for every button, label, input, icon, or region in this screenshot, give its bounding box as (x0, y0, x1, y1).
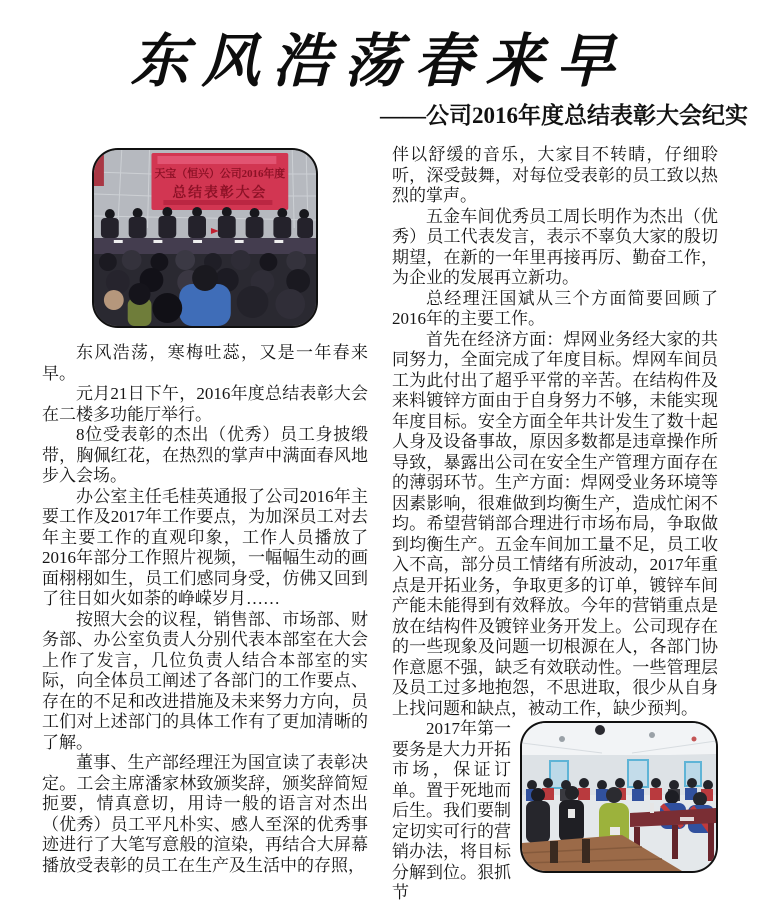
paragraph-right-4: 首先在经济方面：焊网业务经大家的共同努力，全面完成了年度目标。焊网车间员工为此付出了超乎平常的辛苦。在结构件及来料镀锌方面由于自身努力不够，未能实现年度目标。安全方面全年共计发生了数十起人身及设备事故，原因多数都是违章操作所导致，暴露出公司在安全生产管理方面存在的薄弱环节。生产方面：焊网受业务环境等因素影响，很难做到均衡生产，造成忙闲不均。希望营销部合理进行市场布局，争取做到均衡生产。五金车间加工量不足，员工收入不高，部分员工情绪有所波动，2017年重点是开拓业务，争取更多的订单，镀锌车间产能未能得到有效释放。今年的营销重点是放在结构件及镀锌业务开发上。公司现存在的一些现象及问题一切根源在人，各部门协作意愿不强，缺乏有效联动性。一些管理层及员工过多地抱怨，不思进取，很少从自身上找问题和缺点，被动工作，缺少预判。 (392, 329, 718, 718)
red-wall-sliver (94, 150, 104, 186)
audience-photo-bottom (520, 721, 718, 873)
paragraph-left-5: 按照大会的议程，销售部、市场部、财务部、办公室负责人分别代表本部室在大会上作了发言，几位负责人结合本部室的实际，向全体员工阐述了各部门的工作要点、存在的不足和改进措施及未来努力方向，员工们对上述部门的具体工作有了更加清晰的了解。 (42, 609, 368, 752)
paragraph-left-6: 董事、生产部经理汪为国宣读了表彰决定。工会主席潘家林致颁奖辞，颁奖辞简短扼要，情真意切，用诗一般的语言对杰出（优秀）员工平凡朴实、感人至深的优秀事迹进行了大笔写意般的渲染，再结合大屏幕播放受表彰的员工在生产及生活中的存照， (42, 753, 368, 875)
meeting-photo-top-illustration (94, 150, 316, 326)
article-title: 东风浩荡春来早 (130, 29, 628, 94)
paragraph-left-2: 元月21日下午，2016年度总结表彰大会在二楼多功能厅举行。 (42, 384, 368, 424)
bottom-section (392, 719, 718, 904)
paragraph-left-4: 办公室主任毛桂英通报了公司2016年主要工作及2017年工作要点，为加深员工对去年主要工作的直观印象，工作人员播放了2016年部分工作照片视频，一幅幅生动的画面栩栩如生，员工们感同身受，仿佛又回到了往日如火如荼的峥嵘岁月…… (42, 486, 368, 608)
paragraph-right-3: 总经理汪国斌从三个方面简要回顾了2016年的主要工作。 (392, 288, 718, 328)
stage-screen (151, 153, 288, 210)
paragraph-right-2: 五金车间优秀员工周长明作为杰出（优秀）员工代表发言，表示不辜负大家的殷切期望，在新的一年里再接再厉、勤奋工作，为企业的发展再立新功。 (392, 206, 718, 287)
left-column (42, 145, 368, 876)
paragraph-left-1: 东风浩荡，寒梅吐蕊，又是一年春来早。 (42, 343, 368, 383)
article-subtitle: ——公司2016年度总结表彰大会纪实 (380, 103, 748, 128)
meeting-photo-top (92, 148, 318, 328)
paragraph-right-1: 伴以舒缓的音乐，大家目不转睛，仔细聆听，深受鼓舞，对每位受表彰的员工致以热烈的掌声。 (392, 145, 718, 205)
banner-line1: 天宝（恒兴）公司2016年度 (154, 167, 286, 181)
banner-line2: 总结表彰大会 (172, 185, 268, 202)
right-column (392, 145, 718, 904)
paragraph-left-3: 8位受表彰的杰出（优秀）员工身披缎带，胸佩红花，在热烈的掌声中满面春风地步入会场。 (42, 425, 368, 485)
paragraph-right-5: 2017年第一要务是大力开拓市场，保证订单。置于死地而后生。我们要制定切实可行的营销办法，将目标分解到位。狠抓节 (392, 719, 511, 902)
audience-photo-illustration (522, 723, 716, 871)
ceiling-speaker (595, 725, 605, 735)
ceiling (522, 723, 716, 757)
audience-crowd (94, 250, 316, 326)
